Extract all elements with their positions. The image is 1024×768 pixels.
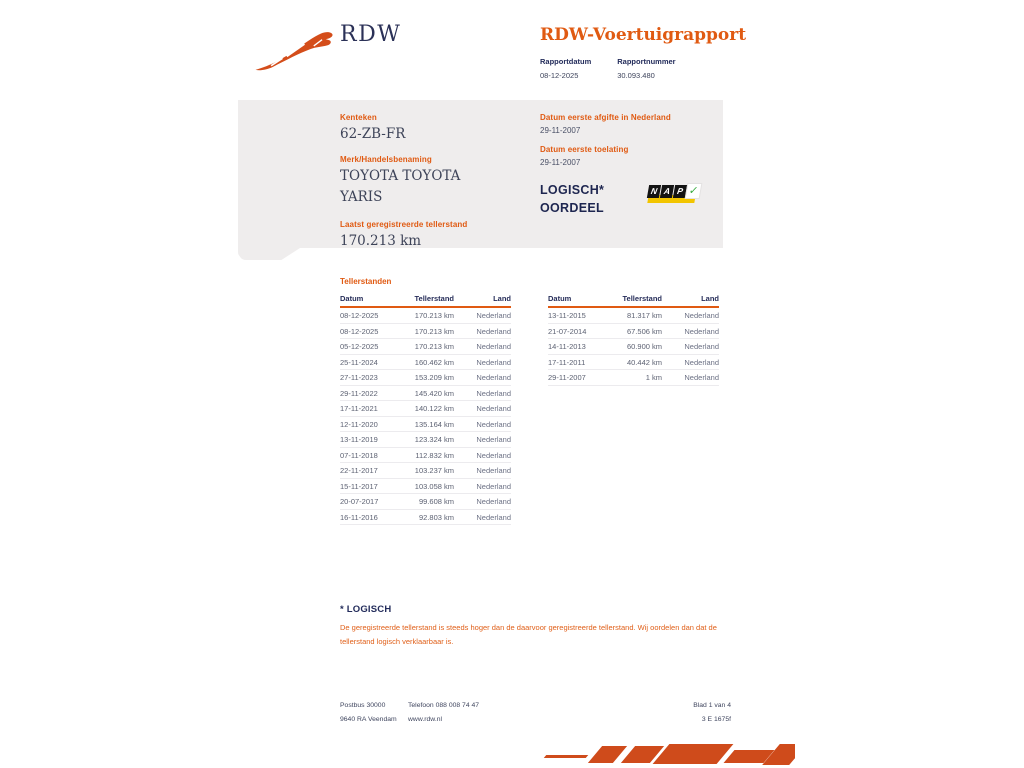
report-date-block <box>540 57 591 80</box>
footnote-title: * LOGISCH <box>340 604 392 615</box>
rdw-bird-icon <box>252 22 336 74</box>
cell-datum: 08-12-2025 <box>340 307 402 323</box>
cell-tellerstand: 103.237 km <box>402 463 454 479</box>
cell-tellerstand: 145.420 km <box>402 385 454 401</box>
cell-tellerstand: 135.164 km <box>402 416 454 432</box>
cell-land: Nederland <box>662 307 719 323</box>
cell-datum: 13-11-2015 <box>548 307 610 323</box>
cell-land: Nederland <box>454 401 511 417</box>
table-row <box>340 401 511 417</box>
cell-tellerstand: 103.058 km <box>402 478 454 494</box>
footer-form-code: 3 E 1675f <box>701 715 731 723</box>
col-header-datum: Datum <box>340 292 402 307</box>
cell-land: Nederland <box>454 447 511 463</box>
table-header-row <box>548 292 719 307</box>
rdw-wordmark: RDW <box>340 22 402 47</box>
cell-land: Nederland <box>662 339 719 355</box>
nap-letter-a: A <box>660 185 674 198</box>
cell-land: Nederland <box>662 323 719 339</box>
table-row <box>340 509 511 525</box>
kenteken-value: 62-ZB-FR <box>340 126 406 142</box>
panel-tab-shape <box>238 248 300 260</box>
cell-datum: 21-07-2014 <box>548 323 610 339</box>
cell-land: Nederland <box>454 432 511 448</box>
cell-datum: 29-11-2007 <box>548 370 610 386</box>
report-number-value: 30.093.480 <box>617 70 655 80</box>
summary-left-column <box>340 113 490 252</box>
cell-datum: 05-12-2025 <box>340 339 402 355</box>
cell-tellerstand: 160.462 km <box>402 354 454 370</box>
cell-tellerstand: 60.900 km <box>610 339 662 355</box>
col-header-tellerstand: Tellerstand <box>402 292 454 307</box>
cell-land: Nederland <box>454 339 511 355</box>
cell-tellerstand: 170.213 km <box>402 323 454 339</box>
merk-value: TOYOTA TOYOTA YARIS <box>340 168 461 205</box>
oordeel-line2: OORDEEL <box>540 200 604 215</box>
cell-land: Nederland <box>454 509 511 525</box>
footer-postbus: Postbus 30000 <box>340 702 386 709</box>
cell-land: Nederland <box>454 370 511 386</box>
footer-city: 9640 RA Veendam <box>340 715 397 723</box>
cell-land: Nederland <box>454 478 511 494</box>
cell-tellerstand: 67.506 km <box>610 323 662 339</box>
rdw-logo <box>252 22 402 76</box>
footer-address <box>340 702 408 723</box>
col-header-land: Land <box>662 292 719 307</box>
cell-tellerstand: 153.209 km <box>402 370 454 386</box>
table-row <box>548 307 719 323</box>
table-row <box>340 339 511 355</box>
col-header-datum: Datum <box>548 292 610 307</box>
footer-website: www.rdw.nl <box>408 715 442 723</box>
nap-letter-n: N <box>647 185 661 198</box>
cell-tellerstand: 140.122 km <box>402 401 454 417</box>
table-row <box>340 370 511 386</box>
cell-datum: 16-11-2016 <box>340 509 402 525</box>
cell-datum: 27-11-2023 <box>340 370 402 386</box>
tellerstanden-table-right <box>548 292 719 386</box>
cell-land: Nederland <box>454 323 511 339</box>
footer-contact <box>408 702 693 723</box>
tellerstanden-title: Tellerstanden <box>340 277 392 286</box>
footer-page-info <box>693 702 731 723</box>
footer-phone: Telefoon 088 008 74 47 <box>408 702 480 709</box>
col-header-land: Land <box>454 292 511 307</box>
cell-datum: 17-11-2011 <box>548 354 610 370</box>
cell-tellerstand: 92.803 km <box>402 509 454 525</box>
table-row <box>340 463 511 479</box>
cell-datum: 14-11-2013 <box>548 339 610 355</box>
merk-label: Merk/Handelsbenaming <box>340 155 432 164</box>
nap-logo <box>646 183 700 209</box>
footer-page-number: Blad 1 van 4 <box>693 702 731 709</box>
cell-datum: 29-11-2022 <box>340 385 402 401</box>
table-row <box>340 416 511 432</box>
nap-letter-p: P <box>673 185 687 198</box>
tellerstand-value: 170.213 km <box>340 233 422 249</box>
report-number-block <box>617 57 675 80</box>
cell-land: Nederland <box>454 385 511 401</box>
report-meta <box>540 57 676 80</box>
vehicle-summary-panel <box>238 100 723 248</box>
cell-datum: 07-11-2018 <box>340 447 402 463</box>
table-row <box>548 339 719 355</box>
speed-lines-graphic <box>543 741 795 768</box>
cell-tellerstand: 112.832 km <box>402 447 454 463</box>
afgifte-value: 29-11-2007 <box>540 126 581 135</box>
tellerstanden-table-left <box>340 292 511 525</box>
tellerstand-label: Laatst geregistreerde tellerstand <box>340 220 468 229</box>
table-row <box>548 354 719 370</box>
table-row <box>340 494 511 510</box>
table-row <box>340 385 511 401</box>
oordeel-line1: LOGISCH* <box>540 183 605 197</box>
cell-tellerstand: 99.608 km <box>402 494 454 510</box>
cell-datum: 08-12-2025 <box>340 323 402 339</box>
page-title: RDW-Voertuigrapport <box>540 25 747 45</box>
cell-land: Nederland <box>662 354 719 370</box>
report-number-label: Rapportnummer <box>617 57 676 66</box>
cell-land: Nederland <box>662 370 719 386</box>
toelating-label: Datum eerste toelating <box>540 145 629 154</box>
cell-datum: 20-07-2017 <box>340 494 402 510</box>
table-row <box>340 307 511 323</box>
table-row <box>548 323 719 339</box>
table-row <box>340 432 511 448</box>
table-row <box>340 323 511 339</box>
cell-tellerstand: 170.213 km <box>402 307 454 323</box>
afgifte-label: Datum eerste afgifte in Nederland <box>540 113 671 122</box>
speed-stripes <box>653 744 734 764</box>
speed-dash <box>544 755 589 758</box>
table-row <box>340 354 511 370</box>
cell-tellerstand: 123.324 km <box>402 432 454 448</box>
cell-datum: 22-11-2017 <box>340 463 402 479</box>
cell-datum: 15-11-2017 <box>340 478 402 494</box>
kenteken-label: Kenteken <box>340 113 377 122</box>
cell-land: Nederland <box>454 494 511 510</box>
cell-datum: 13-11-2019 <box>340 432 402 448</box>
cell-land: Nederland <box>454 354 511 370</box>
cell-datum: 25-11-2024 <box>340 354 402 370</box>
tellerstanden-section <box>340 277 719 525</box>
cell-tellerstand: 40.442 km <box>610 354 662 370</box>
col-header-tellerstand: Tellerstand <box>610 292 662 307</box>
cell-tellerstand: 170.213 km <box>402 339 454 355</box>
table-row <box>340 447 511 463</box>
footnote-text: De geregistreerde tellerstand is steeds hoger dan de daarvoor geregistreerde tellerstand. Wij oordelen dan dat de tellerstand logisch verklaarbaar is. <box>340 623 717 646</box>
table-row <box>548 370 719 386</box>
toelating-value: 29-11-2007 <box>540 158 581 167</box>
cell-land: Nederland <box>454 463 511 479</box>
cell-land: Nederland <box>454 307 511 323</box>
page-footer <box>340 702 731 723</box>
cell-land: Nederland <box>454 416 511 432</box>
report-date-value: 08-12-2025 <box>540 70 579 80</box>
logisch-footnote <box>340 604 733 649</box>
table-header-row <box>340 292 511 307</box>
nap-checkmark-icon: ✓ <box>686 184 701 198</box>
cell-datum: 17-11-2021 <box>340 401 402 417</box>
cell-tellerstand: 1 km <box>610 370 662 386</box>
report-date-label: Rapportdatum <box>540 57 592 66</box>
cell-datum: 12-11-2020 <box>340 416 402 432</box>
cell-tellerstand: 81.317 km <box>610 307 662 323</box>
table-row <box>340 478 511 494</box>
